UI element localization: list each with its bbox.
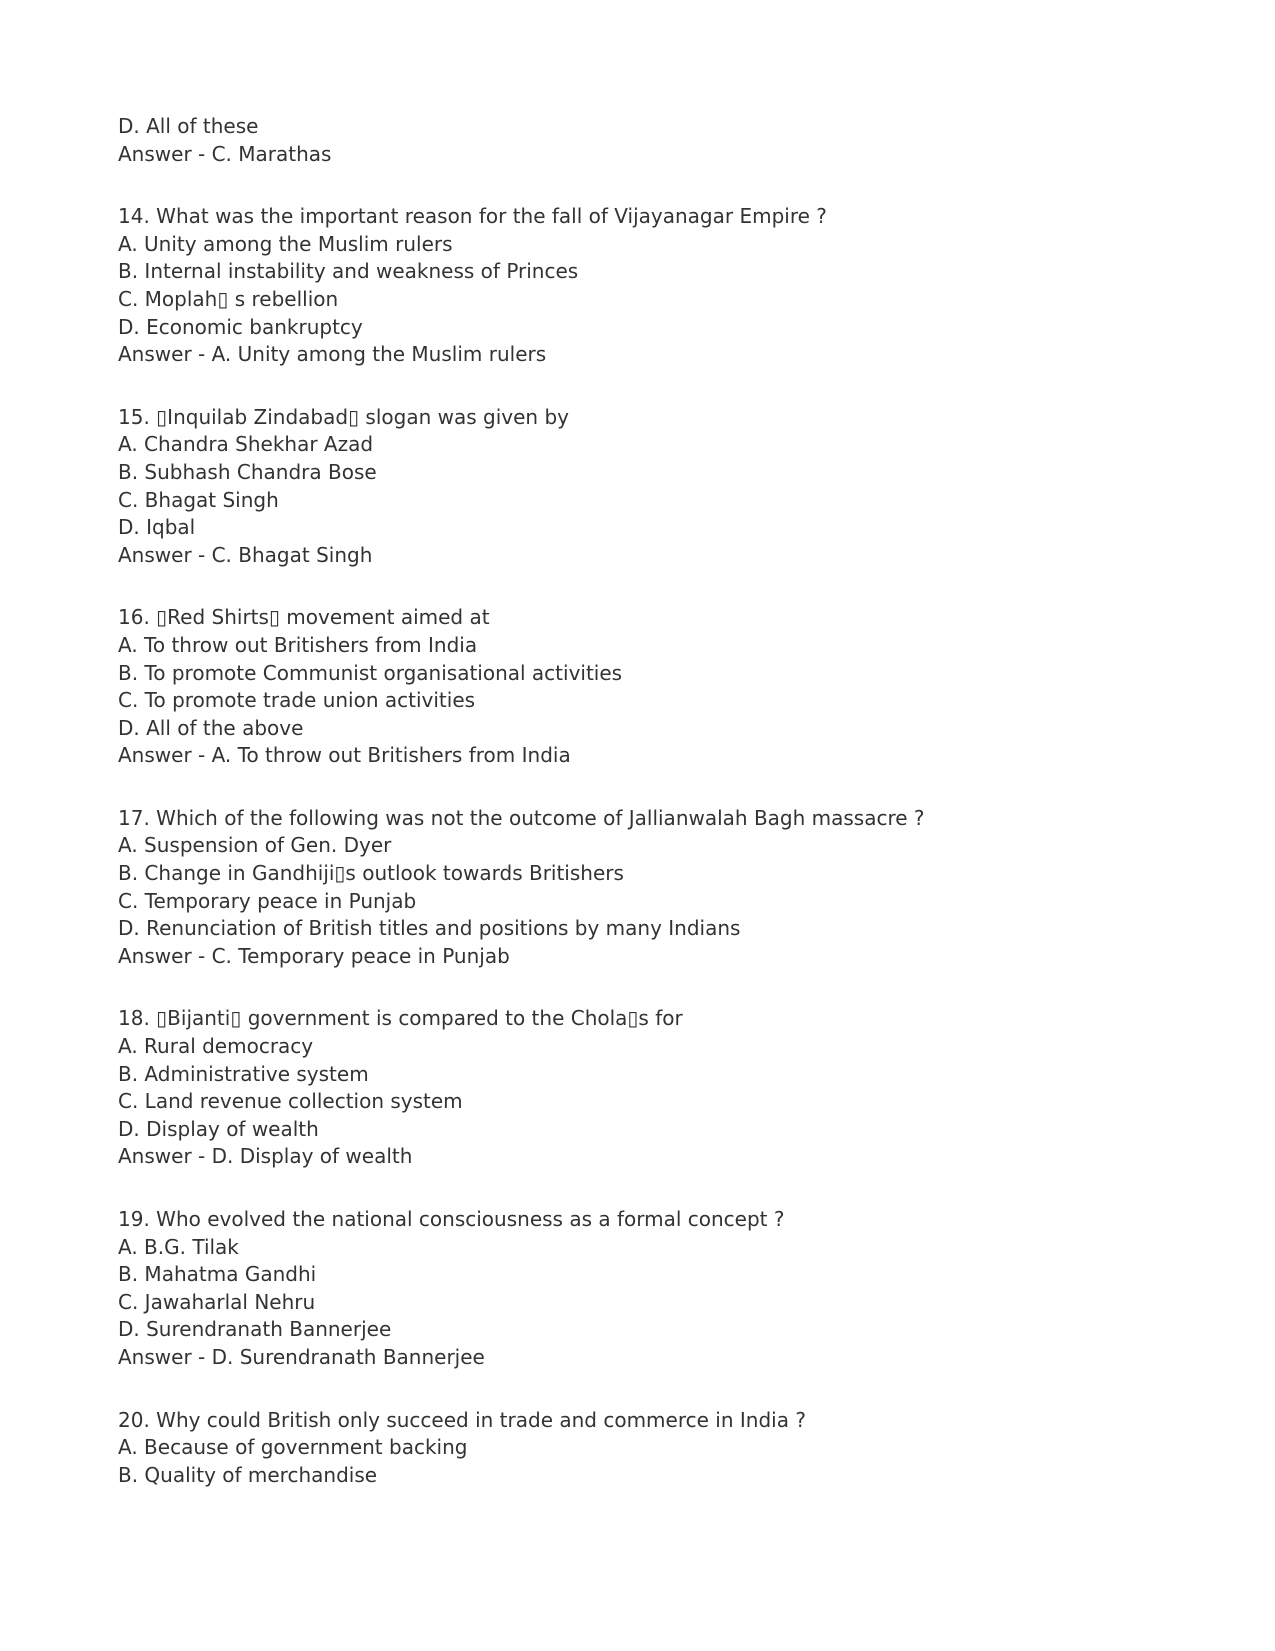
spacer [118,770,1178,805]
question-text: 17. Which of the following was not the outcome of Jallianwalah Bagh massacre ? [118,805,925,830]
option-b: B. Subhash Chandra Bose [118,459,377,484]
option-d: D. Display of wealth [118,1116,319,1141]
option-b: B. Change in Gandhiji▯s outlook towards Britishers [118,861,624,886]
spacer [118,168,1178,203]
option-c: C. To promote trade union activities [118,688,476,713]
question-block-15 [118,404,1178,570]
option-a: A. Because of government backing [118,1435,468,1460]
answer-line: Answer - C. Temporary peace in Punjab [118,943,510,968]
option-a: A. To throw out Britishers from India [118,632,478,657]
answer-line: Answer - A. To throw out Britishers from India [118,743,571,768]
spacer [118,569,1178,604]
question-block-18 [118,1005,1178,1171]
option-b: B. Administrative system [118,1061,369,1086]
option-b: B. Quality of merchandise [118,1462,378,1487]
option-a: A. Unity among the Muslim rulers [118,231,453,256]
option-d: D. Renunciation of British titles and positions by many Indians [118,916,741,941]
option-a: A. Suspension of Gen. Dyer [118,833,392,858]
question-text: 15. ▯Inquilab Zindabad▯ slogan was given by [118,404,569,429]
option-b: B. Mahatma Gandhi [118,1262,317,1287]
option-line: D. All of these [118,114,259,138]
question-block-16 [118,604,1178,770]
option-c: C. Moplah▯ s rebellion [118,286,339,311]
option-d: D. Iqbal [118,515,196,540]
question-text: 16. ▯Red Shirts▯ movement aimed at [118,605,490,630]
option-a: A. B.G. Tilak [118,1234,239,1259]
option-d: D. All of the above [118,715,304,740]
option-b: B. Internal instability and weakness of Princes [118,259,579,284]
lead-in-block [118,113,1178,168]
spacer [118,1372,1178,1407]
option-a: A. Rural democracy [118,1034,314,1059]
question-block-14 [118,203,1178,369]
question-text: 14. What was the important reason for the fall of Vijayanagar Empire ? [118,204,827,229]
option-c: C. Temporary peace in Punjab [118,888,417,913]
spacer [118,369,1178,404]
option-c: C. Jawaharlal Nehru [118,1289,316,1314]
option-d: D. Economic bankruptcy [118,314,363,339]
option-c: C. Land revenue collection system [118,1089,463,1114]
option-c: C. Bhagat Singh [118,487,279,512]
question-block-19 [118,1206,1178,1372]
spacer [118,1171,1178,1206]
answer-line: Answer - A. Unity among the Muslim rulers [118,342,547,367]
document-page [118,113,1178,1489]
question-block-20 [118,1407,1178,1490]
spacer [118,970,1178,1005]
question-block-17 [118,805,1178,971]
answer-line: Answer - D. Display of wealth [118,1144,413,1169]
answer-line: Answer - C. Marathas [118,141,332,166]
option-d: D. Surendranath Bannerjee [118,1317,392,1342]
question-text: 19. Who evolved the national consciousness as a formal concept ? [118,1207,785,1231]
question-text: 20. Why could British only succeed in trade and commerce in India ? [118,1407,806,1432]
option-a: A. Chandra Shekhar Azad [118,432,374,457]
question-text: 18. ▯Bijanti▯ government is compared to the Chola▯s for [118,1006,683,1031]
answer-line: Answer - D. Surendranath Bannerjee [118,1344,485,1369]
option-b: B. To promote Communist organisational activities [118,660,623,685]
answer-line: Answer - C. Bhagat Singh [118,542,373,567]
